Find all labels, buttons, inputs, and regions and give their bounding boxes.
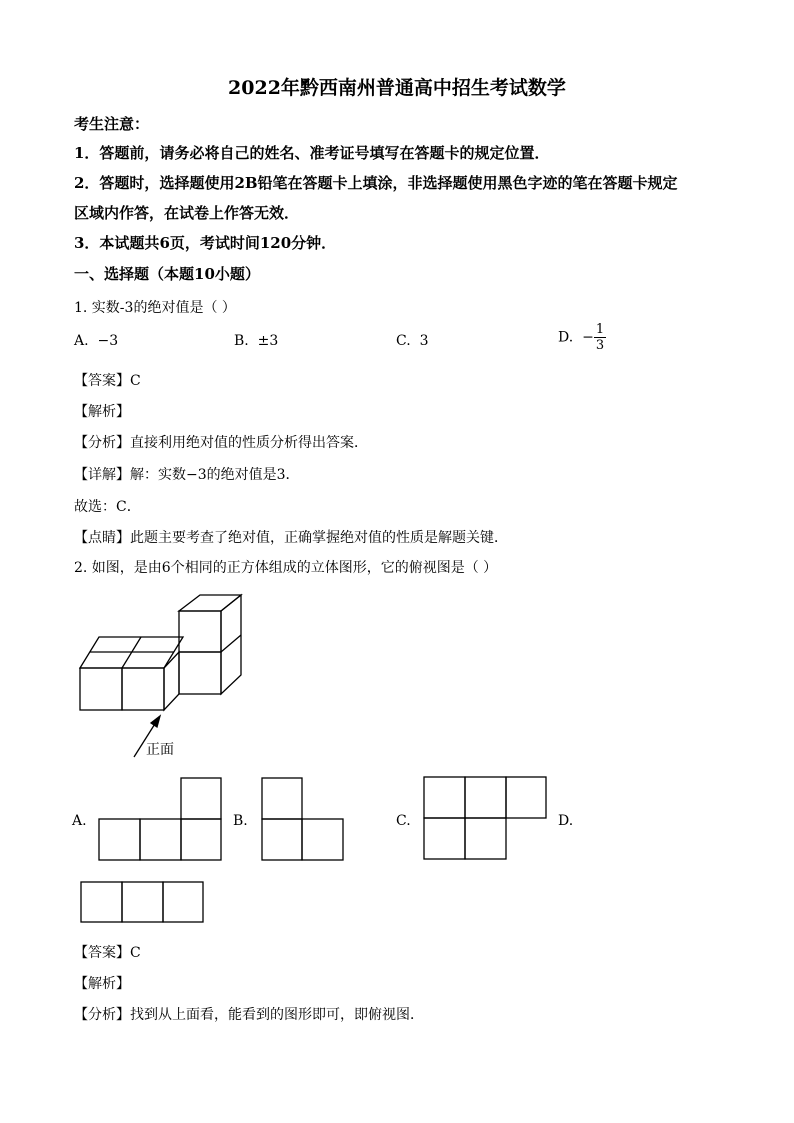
answer-tag: 【答案】 — [74, 373, 130, 389]
q1-option-d-label: D. — [558, 329, 574, 346]
q1-stem: 1. 实数-3的绝对值是（ ） — [74, 300, 236, 316]
q1-option-b-text: ±3 — [257, 333, 279, 349]
notice-item-3: 3．本试题共6页，考试时间120分钟． — [74, 234, 337, 252]
answer-value: C — [130, 945, 141, 961]
front-label: 正面 — [146, 742, 174, 758]
answer-value: C — [130, 373, 141, 389]
q2-option-a-label[interactable]: A. — [72, 813, 87, 829]
detail-tag: 【详解】 — [74, 467, 130, 483]
grid-square — [122, 882, 163, 922]
fenxi-text: 找到从上面看，能看到的图形即可，即俯视图． — [130, 1007, 424, 1023]
q1-option-c-text: 3 — [419, 333, 429, 349]
grid-square — [163, 882, 203, 922]
q1-choose: 故选：C． — [74, 499, 141, 515]
notice-item-1: 1．答题前，请务必将自己的姓名、准考证号填写在答题卡的规定位置． — [74, 144, 550, 162]
q1-analysis-tag: 【解析】 — [74, 404, 130, 420]
answer-tag: 【答案】 — [74, 945, 130, 961]
fenxi-tag: 【分析】 — [74, 435, 130, 451]
q1-option-b-label: B. — [234, 333, 249, 349]
q2-fenxi — [74, 1004, 424, 1024]
fraction-denominator: 3 — [595, 338, 605, 353]
comment-text: 此题主要考查了绝对值，正确掌握绝对值的性质是解题关键． — [130, 530, 508, 546]
section-heading: 一、选择题（本题10小题） — [74, 265, 260, 283]
page-title: 2022年黔西南州普通高中招生考试数学 — [228, 77, 566, 99]
q2-analysis-tag: 【解析】 — [74, 976, 130, 992]
q2-answer — [74, 942, 141, 962]
q2-stem: 2. 如图，是由6个相同的正方体组成的立体图形，它的俯视图是（ ） — [74, 560, 498, 576]
fenxi-text: 直接利用绝对值的性质分析得出答案． — [130, 435, 368, 451]
q1-option-a-text: −3 — [97, 333, 119, 349]
q2-option-c-label[interactable]: C. — [396, 813, 411, 829]
q1-option-d-sign: − — [582, 329, 594, 346]
comment-tag: 【点睛】 — [74, 530, 130, 546]
notice-item-2: 2．答题时，选择题使用2B铅笔在答题卡上填涂，非选择题使用黑色字迹的笔在答题卡规定 — [74, 174, 678, 192]
q2-option-d-label[interactable]: D. — [558, 813, 574, 829]
fraction-numerator: 1 — [595, 322, 605, 337]
q2-option-b-label[interactable]: B. — [233, 813, 248, 829]
q1-option-a-label: A. — [74, 333, 89, 349]
grid-square — [81, 882, 122, 922]
q1-option-c-label: C. — [396, 333, 411, 349]
detail-text: 解：实数−3的绝对值是3． — [130, 467, 300, 483]
notice-item-2-cont: 区域内作答，在试卷上作答无效． — [74, 204, 300, 222]
notice-heading: 考生注意： — [74, 115, 150, 133]
fenxi-tag: 【分析】 — [74, 1007, 130, 1023]
